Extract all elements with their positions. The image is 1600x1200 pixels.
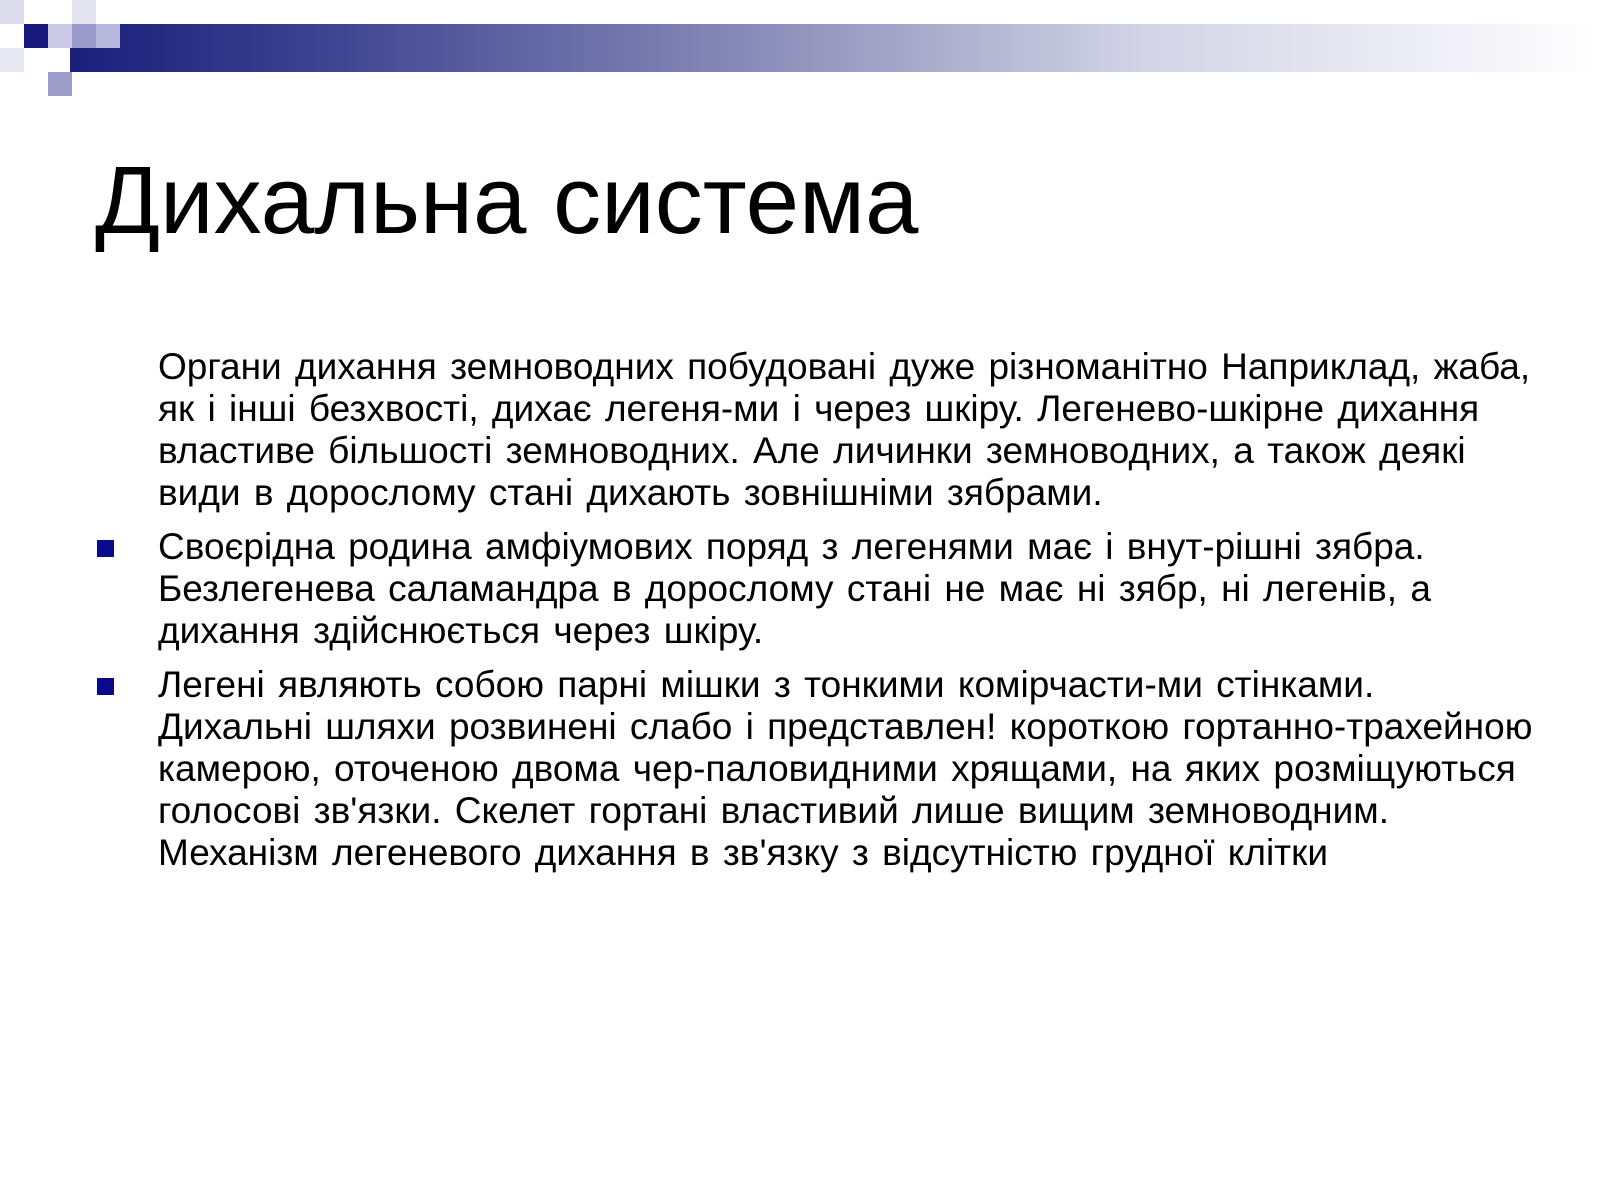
- decor-square: [72, 24, 96, 48]
- paragraph-text: Органи дихання земноводних побудовані дуже різноманітно Наприклад, жаба, як і інші безхвості, дихає легеня-ми і через шкіру. Легенево-шкірне дихання властиве більшості земноводних. Але личинки земноводних, а також деякі види в дорослому стані дихають зовнішніми зябрами.: [158, 346, 1531, 513]
- slide-body: [95, 346, 1535, 886]
- header-gradient-bar: [70, 24, 1600, 72]
- square-bullet-icon: [97, 678, 114, 695]
- bullet-text: Легені являють собою парні мішки з тонкими комірчасти-ми стінками. Дихальні шляхи розвинені слабо і представлен! короткою гортанно-трахейною камерою, оточеною двома чер-паловидними хрящами, на яких розміщуються голосові зв'язки. Скелет гортані властивий лише вищим земноводним. Механізм легеневого дихання в зв'язку з відсутністю грудної клітки: [158, 664, 1533, 873]
- decor-square: [48, 24, 72, 48]
- decor-square: [48, 72, 72, 96]
- decor-square: [0, 48, 24, 72]
- decor-square: [96, 24, 120, 48]
- slide-title: Дихальна система: [95, 147, 919, 254]
- decor-square: [0, 0, 24, 24]
- decor-square: [72, 0, 96, 24]
- bullet-item: [95, 664, 1535, 874]
- paragraph-intro: [95, 346, 1535, 514]
- decor-square: [24, 24, 48, 48]
- square-bullet-icon: [97, 540, 114, 557]
- bullet-item: [95, 526, 1535, 652]
- bullet-text: Своєрідна родина амфіумових поряд з легенями має і внут-рішні зябра. Безлегенева саламандра в дорослому стані не має ні зябр, ні легенів, а дихання здійснюється через шкіру.: [158, 526, 1431, 651]
